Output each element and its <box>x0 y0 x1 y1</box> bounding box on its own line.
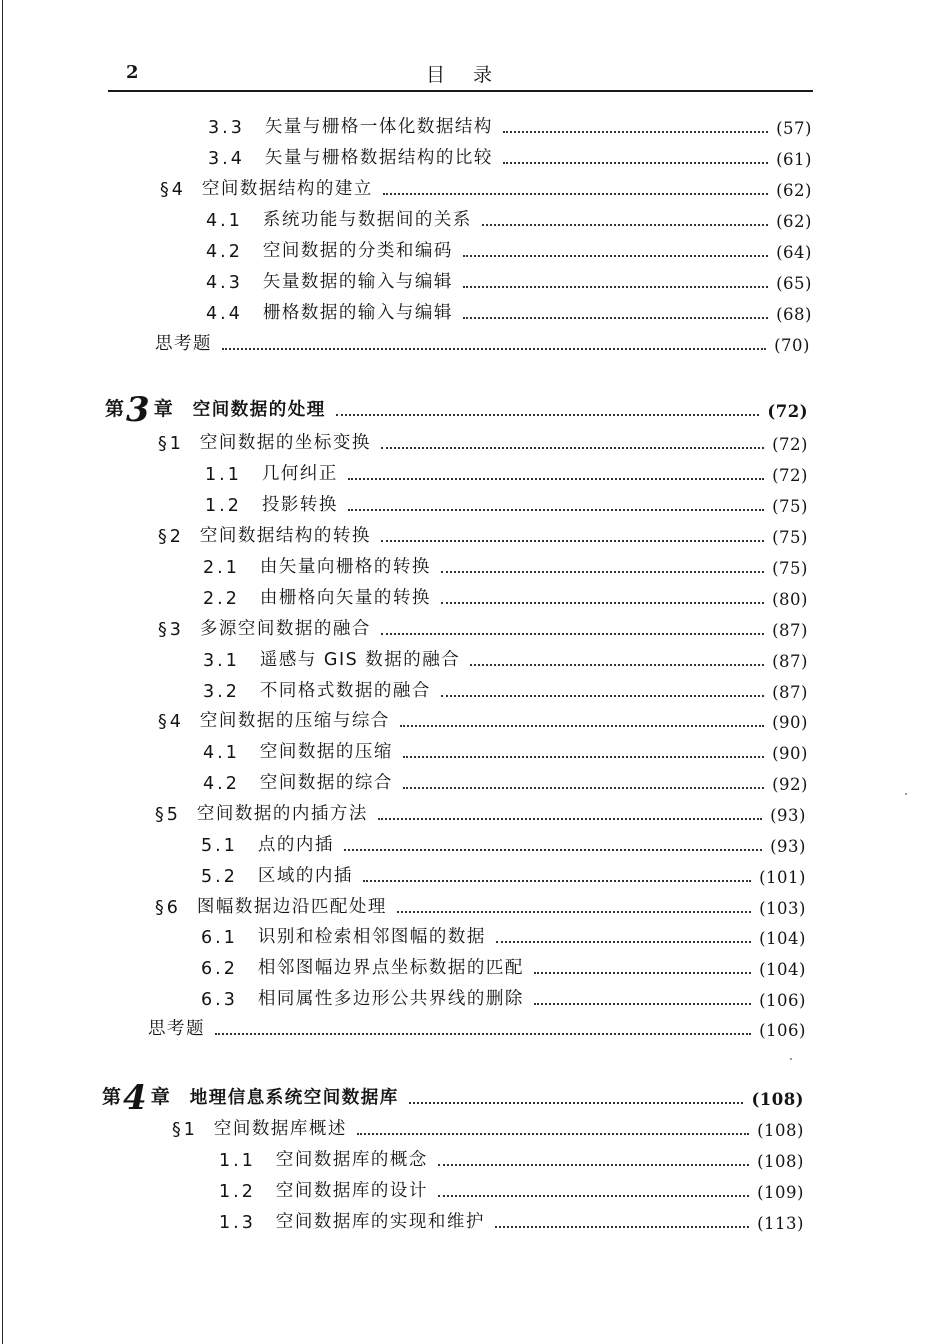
page-number: 2 <box>126 62 139 83</box>
toc-entry-number: 6.3 <box>201 990 238 1010</box>
toc-entry-title: 识别和检索相邻图幅的数据 <box>257 927 486 947</box>
toc-entry-sub[interactable] <box>203 552 808 578</box>
toc-entry-number: 4.3 <box>206 273 243 293</box>
toc-entry-page: (68) <box>776 305 812 324</box>
toc-entry-section[interactable] <box>158 428 808 454</box>
toc-entry-title: 栅格数据的输入与编辑 <box>262 303 453 323</box>
toc-entry-number: 1.1 <box>205 465 242 485</box>
chapter-prefix: 第 <box>105 398 125 420</box>
toc-entry-section[interactable] <box>160 174 812 200</box>
dot-leader <box>441 685 764 697</box>
toc-entry-title: 空间数据的处理 <box>192 400 326 420</box>
dot-leader <box>438 1185 749 1197</box>
toc-entry-number: §4 <box>158 712 184 732</box>
toc-entry-page: (57) <box>776 119 812 138</box>
toc-entry-sub[interactable] <box>219 1207 804 1233</box>
toc-entry-title: 矢量数据的输入与编辑 <box>262 272 453 292</box>
toc-entry-sub[interactable] <box>203 583 808 609</box>
toc-entry-number: 4.4 <box>206 304 243 324</box>
dot-leader <box>441 561 764 573</box>
toc-entry-title: 相同属性多边形公共界线的删除 <box>257 989 524 1009</box>
running-title: 目录 <box>426 64 521 86</box>
toc-entry-title: 思考题 <box>148 1019 205 1039</box>
toc-entry-page: (108) <box>751 1090 804 1109</box>
toc-entry-page: (93) <box>770 837 806 856</box>
scan-speck <box>905 793 907 795</box>
toc-entry-title: 投影转换 <box>261 495 338 515</box>
toc-entry-number: §5 <box>155 805 181 825</box>
toc-entry-number: 1.3 <box>219 1213 256 1233</box>
toc-entry-page: (75) <box>772 559 808 578</box>
dot-leader <box>344 839 762 851</box>
toc-entry-section[interactable] <box>155 799 806 825</box>
toc-entry-title: 图幅数据边沿匹配处理 <box>196 897 387 917</box>
toc-entry-number: 1.2 <box>219 1182 256 1202</box>
dot-leader <box>222 338 766 350</box>
toc-entry-page: (62) <box>776 212 812 231</box>
toc-entry-page: (93) <box>770 806 806 825</box>
toc-entry-sub[interactable] <box>219 1176 804 1202</box>
toc-entry-sub[interactable] <box>206 205 812 231</box>
toc-entry-sub[interactable] <box>219 1145 804 1171</box>
toc-entry-title: 多源空间数据的融合 <box>199 619 371 639</box>
dot-leader <box>378 808 762 820</box>
toc-entry-page: (92) <box>772 775 808 794</box>
toc-entry-title: 不同格式数据的融合 <box>259 681 431 701</box>
chapter-number: 4 <box>123 1078 147 1118</box>
chapter-suffix: 章 <box>150 1086 170 1108</box>
toc-entry-title: 相邻图幅边界点坐标数据的匹配 <box>257 958 524 978</box>
toc-entry-title: 区域的内插 <box>257 866 353 886</box>
toc-entry-page: (101) <box>759 868 806 887</box>
toc-entry-sub[interactable] <box>206 236 812 262</box>
toc-entry-sub[interactable] <box>203 676 808 702</box>
toc-entry-title: 空间数据的压缩与综合 <box>199 711 390 731</box>
toc-entry-number: 4.1 <box>203 743 240 763</box>
toc-entry-sub[interactable] <box>206 267 812 293</box>
toc-entry-title: 点的内插 <box>257 835 334 855</box>
toc-entry-title: 思考题 <box>155 334 212 354</box>
toc-entry-number: §3 <box>158 620 184 640</box>
scan-speck <box>790 1058 792 1060</box>
dot-leader <box>409 1092 744 1104</box>
toc-entry-section[interactable] <box>158 706 808 732</box>
dot-leader <box>496 931 751 943</box>
dot-leader <box>495 1216 749 1228</box>
toc-entry-number: 6.1 <box>201 928 238 948</box>
toc-entry-section[interactable] <box>158 614 808 640</box>
dot-leader <box>534 962 751 974</box>
toc-entry-page: (61) <box>776 150 812 169</box>
toc-entry-number: 4.2 <box>206 242 243 262</box>
toc-entry-exercise[interactable] <box>148 1014 806 1040</box>
toc-entry-title: 空间数据库的设计 <box>275 1181 428 1201</box>
toc-entry-sub[interactable] <box>201 830 806 856</box>
toc-entry-page: (104) <box>759 960 806 979</box>
dot-leader <box>383 183 768 195</box>
toc-entry-exercise[interactable] <box>155 329 810 355</box>
toc-entry-sub[interactable] <box>208 112 812 138</box>
toc-entry-title: 空间数据的压缩 <box>259 742 393 762</box>
toc-entry-page: (87) <box>772 621 808 640</box>
dot-leader <box>363 870 751 882</box>
toc-entry-number: 3.3 <box>208 118 245 138</box>
toc-entry-title: 遥感与 GIS 数据的融合 <box>259 650 461 670</box>
toc-entry-page: (90) <box>772 744 808 763</box>
toc-entry-title: 空间数据的综合 <box>259 773 393 793</box>
toc-entry-sub[interactable] <box>203 768 808 794</box>
dot-leader <box>470 654 764 666</box>
dot-leader <box>348 468 764 480</box>
toc-entry-title: 空间数据库的概念 <box>275 1150 428 1170</box>
toc-entry-title: 空间数据的坐标变换 <box>199 433 371 453</box>
toc-entry-title: 由矢量向栅格的转换 <box>259 557 431 577</box>
toc-entry-number: 3.2 <box>203 682 240 702</box>
dot-leader <box>381 437 764 449</box>
dot-leader <box>503 152 768 164</box>
dot-leader <box>463 276 768 288</box>
toc-entry-page: (64) <box>776 243 812 262</box>
toc-entry-section[interactable] <box>155 892 806 918</box>
toc-entry-sub[interactable] <box>201 984 806 1010</box>
dot-leader <box>215 1023 751 1035</box>
toc-entry-title: 空间数据库概述 <box>213 1119 347 1139</box>
toc-entry-page: (87) <box>772 683 808 702</box>
toc-entry-page: (103) <box>759 899 806 918</box>
chapter-number: 3 <box>126 390 150 430</box>
toc-entry-title: 地理信息系统空间数据库 <box>189 1088 399 1108</box>
dot-leader <box>348 499 764 511</box>
toc-entry-number: 5.1 <box>201 836 238 856</box>
dot-leader <box>403 746 764 758</box>
toc-entry-page: (113) <box>757 1214 804 1233</box>
toc-entry-page: (75) <box>772 497 808 516</box>
dot-leader <box>438 1154 749 1166</box>
toc-entry-page: (109) <box>757 1183 804 1202</box>
toc-entry-sub[interactable] <box>205 490 808 516</box>
toc-entry-page: (62) <box>776 181 812 200</box>
toc-entry-page: (106) <box>759 1021 806 1040</box>
dot-leader <box>441 592 764 604</box>
toc-entry-sub[interactable] <box>201 953 806 979</box>
chapter-prefix: 第 <box>102 1086 122 1108</box>
toc-entry-sub[interactable] <box>205 459 808 485</box>
toc-entry-chapter[interactable] <box>102 1078 804 1118</box>
dot-leader <box>503 121 768 133</box>
toc-entry-page: (80) <box>772 590 808 609</box>
chapter-suffix: 章 <box>153 398 173 420</box>
toc-entry-sub[interactable] <box>201 861 806 887</box>
toc-entry-number: §1 <box>158 434 184 454</box>
toc-entry-number: 1.2 <box>205 496 242 516</box>
toc-entry-sub[interactable] <box>206 298 812 324</box>
toc-entry-page: (108) <box>757 1152 804 1171</box>
toc-entry-title: 几何纠正 <box>261 464 338 484</box>
toc-entry-title: 空间数据的内插方法 <box>196 804 368 824</box>
toc-entry-title: 系统功能与数据间的关系 <box>262 210 472 230</box>
toc-entry-title: 矢量与栅格一体化数据结构 <box>264 117 493 137</box>
toc-entry-page: (87) <box>772 652 808 671</box>
toc-entry-number: §2 <box>158 527 184 547</box>
dot-leader <box>463 307 768 319</box>
toc-entry-page: (104) <box>759 929 806 948</box>
toc-entry-sub[interactable] <box>203 737 808 763</box>
toc-entry-number: 3.4 <box>208 149 245 169</box>
dot-leader <box>400 715 764 727</box>
toc-entry-number: §1 <box>172 1120 198 1140</box>
toc-entry-page: (108) <box>757 1121 804 1140</box>
toc-entry-section[interactable] <box>158 521 808 547</box>
toc-entry-page: (106) <box>759 991 806 1010</box>
toc-entry-title: 空间数据结构的转换 <box>199 526 371 546</box>
toc-entry-page: (72) <box>772 435 808 454</box>
dot-leader <box>336 404 760 416</box>
toc-entry-page: (65) <box>776 274 812 293</box>
toc-entry-page: (72) <box>767 402 808 421</box>
toc-entry-number: 3.1 <box>203 651 240 671</box>
toc-entry-number: 4.1 <box>206 211 243 231</box>
toc-entry-title: 矢量与栅格数据结构的比较 <box>264 148 493 168</box>
toc-entry-number: 5.2 <box>201 867 238 887</box>
toc-entry-sub[interactable] <box>201 922 806 948</box>
toc-entry-title: 空间数据库的实现和维护 <box>275 1212 485 1232</box>
toc-entry-page: (72) <box>772 466 808 485</box>
toc-entry-sub[interactable] <box>208 143 812 169</box>
toc-entry-page: (90) <box>772 713 808 732</box>
toc-entry-number: 4.2 <box>203 774 240 794</box>
toc-entry-section[interactable] <box>172 1114 804 1140</box>
toc-entry-number: 1.1 <box>219 1151 256 1171</box>
dot-leader <box>482 214 768 226</box>
toc-entry-sub[interactable] <box>203 645 808 671</box>
toc-entry-number: 2.1 <box>203 558 240 578</box>
toc-entry-page: (75) <box>772 528 808 547</box>
toc-entry-number: §4 <box>160 180 186 200</box>
toc-entry-number: 6.2 <box>201 959 238 979</box>
dot-leader <box>534 993 751 1005</box>
dot-leader <box>357 1123 749 1135</box>
toc-entry-title: 空间数据结构的建立 <box>201 179 373 199</box>
toc-entry-chapter[interactable] <box>105 390 808 430</box>
dot-leader <box>403 777 764 789</box>
toc-entry-number: §6 <box>155 898 181 918</box>
toc-entry-number: 2.2 <box>203 589 240 609</box>
dot-leader <box>381 623 764 635</box>
toc-entry-page: (70) <box>774 336 810 355</box>
dot-leader <box>397 901 751 913</box>
dot-leader <box>463 245 768 257</box>
dot-leader <box>381 530 764 542</box>
toc-entry-title: 由栅格向矢量的转换 <box>259 588 431 608</box>
toc-entry-title: 空间数据的分类和编码 <box>262 241 453 261</box>
